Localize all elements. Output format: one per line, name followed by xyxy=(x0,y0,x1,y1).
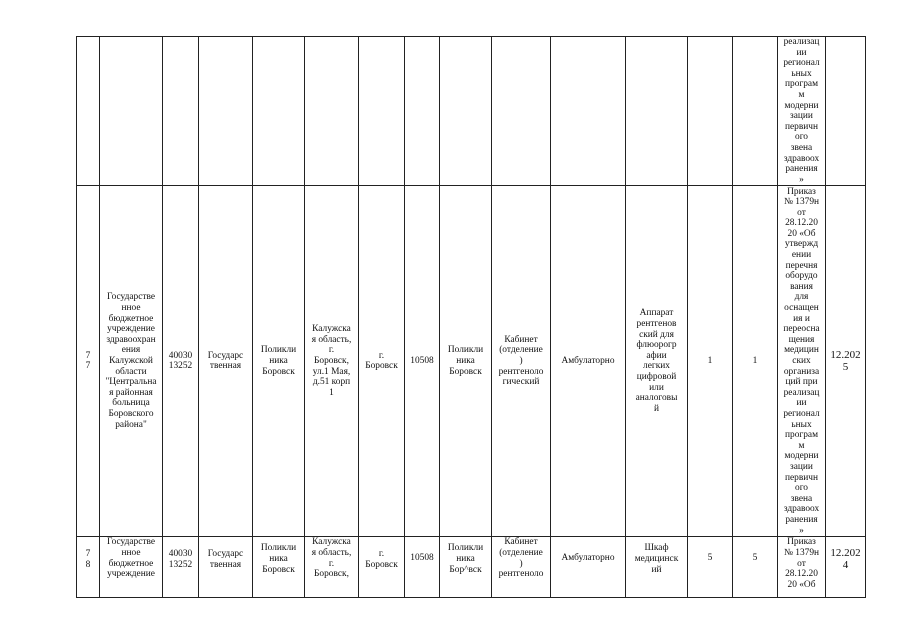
cell-care xyxy=(551,186,626,537)
cell-city xyxy=(359,537,405,598)
cell-date xyxy=(826,537,866,598)
cell-org xyxy=(100,186,163,537)
date-value: 12.202 4 xyxy=(830,547,861,572)
unit-name-2: Поликли ника Боровск xyxy=(447,345,484,377)
cell-code xyxy=(405,186,440,537)
inn-value: 40030 13252 xyxy=(168,549,193,570)
cell-date xyxy=(826,37,866,186)
cell-unit xyxy=(253,186,305,537)
inn-value: 40030 13252 xyxy=(168,350,193,372)
unit-name: Поликли ника Боровск xyxy=(260,543,297,575)
organization-name: Государстве нное бюджетное учреждение здравоохран ения Калужской области "Центральна я районная больница Боровского района" xyxy=(105,292,157,430)
cell-org xyxy=(100,537,163,598)
table-row xyxy=(77,537,866,598)
care-type: Амбулаторно xyxy=(561,553,615,564)
cell-date xyxy=(826,186,866,537)
equipment-name: Аппарат рентгенов ский для флюорогр афии легких цифровой или аналоговы й xyxy=(635,308,678,414)
cell-qty1 xyxy=(688,186,733,537)
room-value: Кабинет (отделение ) рентгеноло гический xyxy=(498,334,544,388)
cell-form xyxy=(199,37,253,186)
address-value: Калужска я область, г. Боровск, xyxy=(311,537,352,580)
city-value: г. Боровск xyxy=(365,549,398,570)
unit-name: Поликли ника Боровск xyxy=(260,345,297,377)
cell-form xyxy=(199,186,253,537)
ownership-form: Государс твенная xyxy=(207,350,244,372)
quantity-2: 5 xyxy=(752,553,758,564)
order-text: Приказ № 1379н от 28.12.20 20 «Об утвержд ении перечня оборудо вания для оснащен ия и переосна щения медицин ских организа ций при реализац ии регионал ьных програм м модерни зации первичн ого звена здравоох ранения » xyxy=(783,186,820,536)
row-number: 7 8 xyxy=(85,549,91,570)
cell-room xyxy=(492,186,551,537)
cell-address xyxy=(305,537,359,598)
cell-care xyxy=(551,537,626,598)
unit-name-2: Поликли ника Бор^вск xyxy=(447,543,484,575)
cell-num xyxy=(77,537,100,598)
equipment-name: Шкаф медицинск ий xyxy=(634,543,679,575)
cell-num xyxy=(77,186,100,537)
date-value: 12.202 5 xyxy=(830,348,861,374)
cell-inn xyxy=(163,186,199,537)
cell-num xyxy=(77,37,100,186)
order-text: реализац ии регионал ьных програм м модерни зации первичн ого звена здравоох ранения » xyxy=(783,37,820,185)
ownership-form: Государс твенная xyxy=(207,549,244,570)
cell-inn xyxy=(163,537,199,598)
cell-unit xyxy=(253,537,305,598)
cell-unit2 xyxy=(440,37,492,186)
cell-order xyxy=(778,186,826,537)
cell-code xyxy=(405,37,440,186)
cell-qty2 xyxy=(733,537,778,598)
cell-qty2 xyxy=(733,37,778,186)
cell-unit2 xyxy=(440,537,492,598)
cell-room xyxy=(492,37,551,186)
cell-qty1 xyxy=(688,537,733,598)
cell-equipment xyxy=(626,537,688,598)
cell-form xyxy=(199,537,253,598)
cell-care xyxy=(551,37,626,186)
address-value: Калужска я область, г. Боровск, ул.1 Мая, д.51 корп 1 xyxy=(311,324,352,398)
code-value: 10508 xyxy=(410,356,434,367)
cell-room xyxy=(492,537,551,598)
cell-city xyxy=(359,37,405,186)
cell-equipment xyxy=(626,186,688,537)
cell-equipment xyxy=(626,37,688,186)
cell-org xyxy=(100,37,163,186)
cell-order xyxy=(778,37,826,186)
cell-unit xyxy=(253,37,305,186)
quantity-2: 1 xyxy=(752,356,758,367)
cell-unit2 xyxy=(440,186,492,537)
row-number: 7 7 xyxy=(85,350,91,372)
cell-address xyxy=(305,37,359,186)
order-text: Приказ № 1379н от 28.12.20 20 «Об xyxy=(783,537,820,590)
cell-address xyxy=(305,186,359,537)
quantity-1: 5 xyxy=(707,553,713,564)
table-row-continued xyxy=(77,37,866,186)
code-value: 10508 xyxy=(410,553,434,564)
registry-table xyxy=(76,36,866,598)
cell-qty2 xyxy=(733,186,778,537)
table-row xyxy=(77,186,866,537)
care-type: Амбулаторно xyxy=(561,356,615,367)
cell-inn xyxy=(163,37,199,186)
cell-code xyxy=(405,537,440,598)
cell-city xyxy=(359,186,405,537)
quantity-1: 1 xyxy=(707,356,713,367)
cell-qty1 xyxy=(688,37,733,186)
room-value: Кабинет (отделение ) рентгеноло xyxy=(498,537,544,580)
city-value: г. Боровск xyxy=(365,350,398,372)
organization-name: Государстве нное бюджетное учреждение xyxy=(106,537,156,580)
cell-order xyxy=(778,537,826,598)
